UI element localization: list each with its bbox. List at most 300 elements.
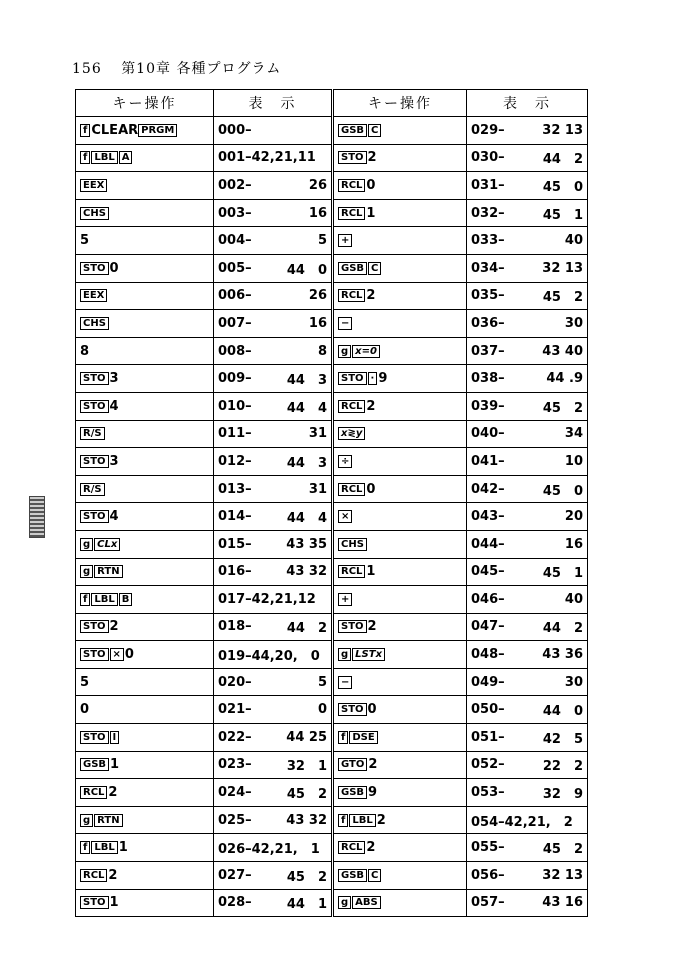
calculator-key: CLEAR xyxy=(91,122,139,138)
display-cell-right xyxy=(467,254,588,282)
display-cell-left xyxy=(214,254,333,282)
calculator-key: STO xyxy=(80,731,109,744)
step-address: 038– xyxy=(471,371,505,387)
step-address: 050– xyxy=(471,702,505,718)
calculator-key: × xyxy=(110,648,124,661)
table-row xyxy=(76,696,588,724)
key-ops-cell-left xyxy=(76,310,214,338)
step-address: 035– xyxy=(471,288,505,304)
table-row xyxy=(76,199,588,227)
calculator-key: DSE xyxy=(349,731,377,744)
key-ops-cell-right xyxy=(333,862,467,890)
key-ops-cell-right xyxy=(333,613,467,641)
calculator-key: · xyxy=(368,372,378,385)
display-cell-right xyxy=(467,337,588,365)
display-cell-left xyxy=(214,834,333,862)
key-code: 26 xyxy=(308,288,327,304)
display-cell-right xyxy=(467,724,588,752)
calculator-key: x=0 xyxy=(352,345,380,358)
display-cell-left xyxy=(214,420,333,448)
calculator-key: CLx xyxy=(94,538,120,551)
step-address: 036– xyxy=(471,315,505,331)
key-ops-cell-right xyxy=(333,724,467,752)
key-ops-cell-left xyxy=(76,641,214,669)
key-ops-cell-left xyxy=(76,668,214,696)
calculator-key: I xyxy=(110,731,120,744)
key-code: 45 0 xyxy=(542,483,583,499)
table-row xyxy=(76,862,588,890)
step-address: 016– xyxy=(218,564,252,580)
key-code: 26 xyxy=(308,177,327,193)
calculator-key: CHS xyxy=(80,317,109,330)
table-row xyxy=(76,530,588,558)
header-key-ops-right: キー操作 xyxy=(333,90,467,117)
key-ops-cell-left xyxy=(76,862,214,890)
calculator-key: f xyxy=(80,151,90,164)
step-address: 014– xyxy=(218,509,252,525)
key-code: 32 13 xyxy=(542,260,583,276)
table-row xyxy=(76,172,588,200)
display-cell-left xyxy=(214,862,333,890)
calculator-key: GSB xyxy=(338,262,367,275)
calculator-key: GSB xyxy=(338,869,367,882)
calculator-key: RCL xyxy=(338,207,365,220)
calculator-key: R/S xyxy=(80,483,105,496)
calculator-key: STO xyxy=(80,510,109,523)
table-row xyxy=(76,751,588,779)
key-ops-cell-left xyxy=(76,889,214,917)
calculator-key: + xyxy=(338,593,352,606)
table-row xyxy=(76,558,588,586)
key-code: 44 4 xyxy=(286,400,327,416)
key-code: 45 2 xyxy=(542,400,583,416)
display-cell-right xyxy=(467,282,588,310)
step-address: 041– xyxy=(471,453,505,469)
key-code: 16 xyxy=(308,205,327,221)
step-address: 018– xyxy=(218,619,252,635)
key-code: 8 xyxy=(317,343,327,359)
calculator-key: RTN xyxy=(94,565,122,578)
page-number: 156 xyxy=(72,61,102,77)
calculator-key: f xyxy=(80,124,90,137)
step-address: 048– xyxy=(471,647,505,663)
display-cell-right xyxy=(467,751,588,779)
table-row xyxy=(76,503,588,531)
step-address: 056– xyxy=(471,867,505,883)
key-ops-cell-right xyxy=(333,806,467,834)
key-ops-cell-right xyxy=(333,365,467,393)
calculator-key: LBL xyxy=(91,593,117,606)
step-address: 028– xyxy=(218,895,252,911)
display-cell-right xyxy=(467,475,588,503)
key-ops-cell-left xyxy=(76,558,214,586)
calculator-key: g xyxy=(80,565,93,578)
key-code: 34 xyxy=(564,426,583,442)
display-cell-right xyxy=(467,558,588,586)
calculator-key: RCL xyxy=(338,565,365,578)
step-address: 033– xyxy=(471,233,505,249)
display-cell-left xyxy=(214,806,333,834)
step-address: 032– xyxy=(471,205,505,221)
key-code: 32 13 xyxy=(542,867,583,883)
table-row xyxy=(76,834,588,862)
key-ops-cell-right xyxy=(333,696,467,724)
display-cell-right xyxy=(467,834,588,862)
key-ops-cell-right xyxy=(333,530,467,558)
key-ops-cell-right xyxy=(333,558,467,586)
step-address: 052– xyxy=(471,757,505,773)
display-cell-left xyxy=(214,117,333,145)
calculator-key: A xyxy=(119,151,133,164)
step-address: 011– xyxy=(218,426,252,442)
table-row xyxy=(76,392,588,420)
key-code: 45 2 xyxy=(286,787,327,803)
key-ops-cell-left xyxy=(76,834,214,862)
display-cell-right xyxy=(467,420,588,448)
key-ops-value: 0 xyxy=(366,481,376,497)
key-ops-cell-left xyxy=(76,751,214,779)
step-address: 055– xyxy=(471,840,505,856)
key-ops-cell-left xyxy=(76,724,214,752)
key-code: 20 xyxy=(564,509,583,525)
display-cell-right xyxy=(467,779,588,807)
key-code: 44 25 xyxy=(286,729,327,745)
key-ops-cell-right xyxy=(333,779,467,807)
calculator-key: C xyxy=(368,869,381,882)
calculator-key: ÷ xyxy=(338,455,352,468)
step-address: 024– xyxy=(218,785,252,801)
step-address: 051– xyxy=(471,729,505,745)
calculator-key: CHS xyxy=(338,538,367,551)
key-ops-value: 0 xyxy=(109,260,119,276)
key-ops-cell-right xyxy=(333,172,467,200)
display-cell-right xyxy=(467,696,588,724)
calculator-key: GSB xyxy=(338,124,367,137)
display-cell-right xyxy=(467,503,588,531)
key-ops-cell-left xyxy=(76,254,214,282)
calculator-key: STO xyxy=(338,151,367,164)
calculator-key: GSB xyxy=(338,786,367,799)
key-ops-value: 9 xyxy=(368,785,378,801)
calculator-key: g xyxy=(80,538,93,551)
key-code: 45 2 xyxy=(542,842,583,858)
key-ops-value: 2 xyxy=(376,812,386,828)
calculator-key: STO xyxy=(80,262,109,275)
display-cell-left xyxy=(214,282,333,310)
display-cell-right xyxy=(467,392,588,420)
display-cell-right xyxy=(467,448,588,476)
key-code: 44 4 xyxy=(286,511,327,527)
key-code: 44 2 xyxy=(542,621,583,637)
step-address: 047– xyxy=(471,619,505,635)
calculator-key: RCL xyxy=(338,841,365,854)
key-code: 30 xyxy=(564,315,583,331)
display-cell-left xyxy=(214,392,333,420)
calculator-key: f xyxy=(80,593,90,606)
table-row xyxy=(76,613,588,641)
calculator-key: + xyxy=(338,234,352,247)
step-address: 003– xyxy=(218,205,252,221)
calculator-key: ABS xyxy=(352,896,381,909)
calculator-key: LBL xyxy=(91,151,117,164)
table-row xyxy=(76,448,588,476)
step-address: 044– xyxy=(471,536,505,552)
display-cell-left xyxy=(214,751,333,779)
table-row xyxy=(76,889,588,917)
key-code: 45 2 xyxy=(542,290,583,306)
display-cell-left xyxy=(214,337,333,365)
key-code: 42 5 xyxy=(542,731,583,747)
step-address: 037– xyxy=(471,343,505,359)
display-cell-left xyxy=(214,586,333,614)
key-code: 43 40 xyxy=(542,343,583,359)
key-code: 43 16 xyxy=(542,895,583,911)
key-ops-cell-right xyxy=(333,475,467,503)
chapter-label: 第10章 xyxy=(121,61,172,77)
key-ops-cell-right xyxy=(333,282,467,310)
step-address: 000– xyxy=(218,122,252,138)
display-cell-right xyxy=(467,889,588,917)
display-cell-left xyxy=(214,724,333,752)
calculator-key: STO xyxy=(80,455,109,468)
display-cell-right xyxy=(467,586,588,614)
key-ops-value: 2 xyxy=(366,840,376,856)
key-code: 32 9 xyxy=(542,787,583,803)
key-ops-cell-right xyxy=(333,254,467,282)
key-ops-value: 2 xyxy=(109,619,119,635)
key-ops-cell-left xyxy=(76,117,214,145)
key-ops-cell-right xyxy=(333,503,467,531)
key-ops-value: 5 xyxy=(80,674,90,690)
key-code: 44 .9 xyxy=(546,371,583,387)
calculator-key: f xyxy=(80,841,90,854)
step-address: 002– xyxy=(218,177,252,193)
header-key-ops-left: キー操作 xyxy=(76,90,214,117)
key-code: 44 3 xyxy=(286,373,327,389)
key-ops-value: 0 xyxy=(80,702,90,718)
step-address: 012– xyxy=(218,453,252,469)
calculator-key: − xyxy=(338,676,352,689)
key-ops-cell-left xyxy=(76,337,214,365)
key-code: 40 xyxy=(564,591,583,607)
step-address: 029– xyxy=(471,122,505,138)
step-address: 017–42,21,12 xyxy=(218,591,316,607)
key-ops-cell-right xyxy=(333,889,467,917)
step-address: 019–44,20, 0 xyxy=(218,649,320,665)
display-cell-right xyxy=(467,365,588,393)
display-cell-right xyxy=(467,641,588,669)
display-cell-right xyxy=(467,668,588,696)
display-cell-left xyxy=(214,448,333,476)
key-ops-cell-left xyxy=(76,806,214,834)
key-ops-cell-right xyxy=(333,144,467,172)
key-code: 5 xyxy=(317,674,327,690)
calculator-key: RCL xyxy=(338,400,365,413)
key-code: 43 32 xyxy=(286,564,327,580)
key-ops-cell-right xyxy=(333,834,467,862)
table-row xyxy=(76,641,588,669)
step-address: 054–42,21, 2 xyxy=(471,814,573,830)
key-ops-value: 1 xyxy=(109,895,119,911)
calculator-key: PRGM xyxy=(138,124,177,137)
display-cell-left xyxy=(214,475,333,503)
calculator-key: STO xyxy=(80,896,109,909)
calculator-key: RCL xyxy=(338,289,365,302)
table-row xyxy=(76,586,588,614)
key-ops-cell-right xyxy=(333,668,467,696)
header-display-left: 表 示 xyxy=(214,90,333,117)
key-code: 45 1 xyxy=(542,566,583,582)
key-code: 44 3 xyxy=(286,455,327,471)
key-ops-cell-left xyxy=(76,282,214,310)
key-ops-cell-right xyxy=(333,641,467,669)
key-ops-value: 4 xyxy=(109,509,119,525)
key-code: 45 0 xyxy=(542,179,583,195)
table-row xyxy=(76,365,588,393)
table-row xyxy=(76,724,588,752)
key-code: 32 1 xyxy=(286,759,327,775)
key-ops-cell-left xyxy=(76,779,214,807)
key-code: 30 xyxy=(564,674,583,690)
step-address: 040– xyxy=(471,426,505,442)
step-address: 034– xyxy=(471,260,505,276)
key-ops-value: 2 xyxy=(367,150,377,166)
calculator-key: g xyxy=(338,345,351,358)
display-cell-right xyxy=(467,227,588,255)
key-ops-value: 0 xyxy=(124,647,134,663)
key-code: 0 xyxy=(317,702,327,718)
key-ops-value: 2 xyxy=(108,785,118,801)
calculator-key: LBL xyxy=(91,841,117,854)
key-code: 44 1 xyxy=(286,897,327,913)
calculator-key: RCL xyxy=(338,483,365,496)
calculator-key: RTN xyxy=(94,814,122,827)
key-ops-value: 9 xyxy=(378,371,388,387)
calculator-key: STO xyxy=(80,400,109,413)
calculator-key: R/S xyxy=(80,427,105,440)
key-code: 43 32 xyxy=(286,812,327,828)
key-ops-cell-left xyxy=(76,199,214,227)
step-address: 013– xyxy=(218,481,252,497)
calculator-key: STO xyxy=(338,703,367,716)
key-code: 44 2 xyxy=(286,621,327,637)
key-ops-value: 2 xyxy=(367,619,377,635)
page-header xyxy=(72,58,281,78)
key-ops-cell-left xyxy=(76,420,214,448)
chapter-title: 各種プログラム xyxy=(176,61,282,77)
calculator-key: STO xyxy=(80,648,109,661)
key-ops-value: 3 xyxy=(109,371,119,387)
calculator-key: CHS xyxy=(80,207,109,220)
key-ops-cell-right xyxy=(333,751,467,779)
table-row xyxy=(76,254,588,282)
key-code: 44 2 xyxy=(542,152,583,168)
step-address: 007– xyxy=(218,315,252,331)
calculator-key: STO xyxy=(80,620,109,633)
key-ops-value: 0 xyxy=(367,702,377,718)
calculator-key: RCL xyxy=(80,869,107,882)
calculator-key: STO xyxy=(338,620,367,633)
step-address: 043– xyxy=(471,509,505,525)
table-row xyxy=(76,668,588,696)
step-address: 049– xyxy=(471,674,505,690)
calculator-key: × xyxy=(338,510,352,523)
key-ops-value: 3 xyxy=(109,453,119,469)
table-row xyxy=(76,282,588,310)
display-cell-right xyxy=(467,530,588,558)
calculator-key: g xyxy=(338,896,351,909)
step-address: 020– xyxy=(218,674,252,690)
display-cell-right xyxy=(467,172,588,200)
calculator-key: STO xyxy=(338,372,367,385)
calculator-key: RCL xyxy=(80,786,107,799)
step-address: 010– xyxy=(218,398,252,414)
display-cell-left xyxy=(214,779,333,807)
key-ops-value: 5 xyxy=(80,233,90,249)
key-code: 22 2 xyxy=(542,759,583,775)
key-ops-cell-left xyxy=(76,530,214,558)
key-ops-cell-right xyxy=(333,310,467,338)
key-code: 31 xyxy=(308,426,327,442)
key-code: 43 36 xyxy=(542,647,583,663)
calculator-key: g xyxy=(80,814,93,827)
key-code: 32 13 xyxy=(542,122,583,138)
step-address: 009– xyxy=(218,371,252,387)
key-ops-cell-left xyxy=(76,144,214,172)
display-cell-right xyxy=(467,613,588,641)
calculator-key: LSTx xyxy=(352,648,385,661)
display-cell-right xyxy=(467,199,588,227)
key-ops-value: 0 xyxy=(366,177,376,193)
key-ops-cell-right xyxy=(333,227,467,255)
calculator-key: EEX xyxy=(80,179,107,192)
key-ops-cell-right xyxy=(333,392,467,420)
display-cell-right xyxy=(467,862,588,890)
display-cell-left xyxy=(214,696,333,724)
key-ops-cell-left xyxy=(76,448,214,476)
key-ops-value: 8 xyxy=(80,343,90,359)
display-cell-left xyxy=(214,227,333,255)
side-index-mark xyxy=(29,496,45,538)
key-code: 10 xyxy=(564,453,583,469)
key-ops-cell-left xyxy=(76,227,214,255)
calculator-key: g xyxy=(338,648,351,661)
step-address: 005– xyxy=(218,260,252,276)
program-table xyxy=(75,89,588,917)
calculator-key: f xyxy=(338,814,348,827)
key-code: 40 xyxy=(564,233,583,249)
key-ops-value: 2 xyxy=(366,288,376,304)
step-address: 022– xyxy=(218,729,252,745)
key-ops-cell-right xyxy=(333,337,467,365)
calculator-key: GSB xyxy=(80,758,109,771)
step-address: 031– xyxy=(471,177,505,193)
key-code: 16 xyxy=(564,536,583,552)
key-ops-cell-right xyxy=(333,420,467,448)
table-row xyxy=(76,310,588,338)
step-address: 015– xyxy=(218,536,252,552)
table-row xyxy=(76,144,588,172)
display-cell-left xyxy=(214,889,333,917)
table-header-row xyxy=(76,90,588,117)
display-cell-left xyxy=(214,310,333,338)
display-cell-left xyxy=(214,558,333,586)
calculator-key: C xyxy=(368,262,381,275)
key-ops-cell-left xyxy=(76,475,214,503)
calculator-key: GTO xyxy=(338,758,367,771)
step-address: 021– xyxy=(218,702,252,718)
display-cell-left xyxy=(214,172,333,200)
